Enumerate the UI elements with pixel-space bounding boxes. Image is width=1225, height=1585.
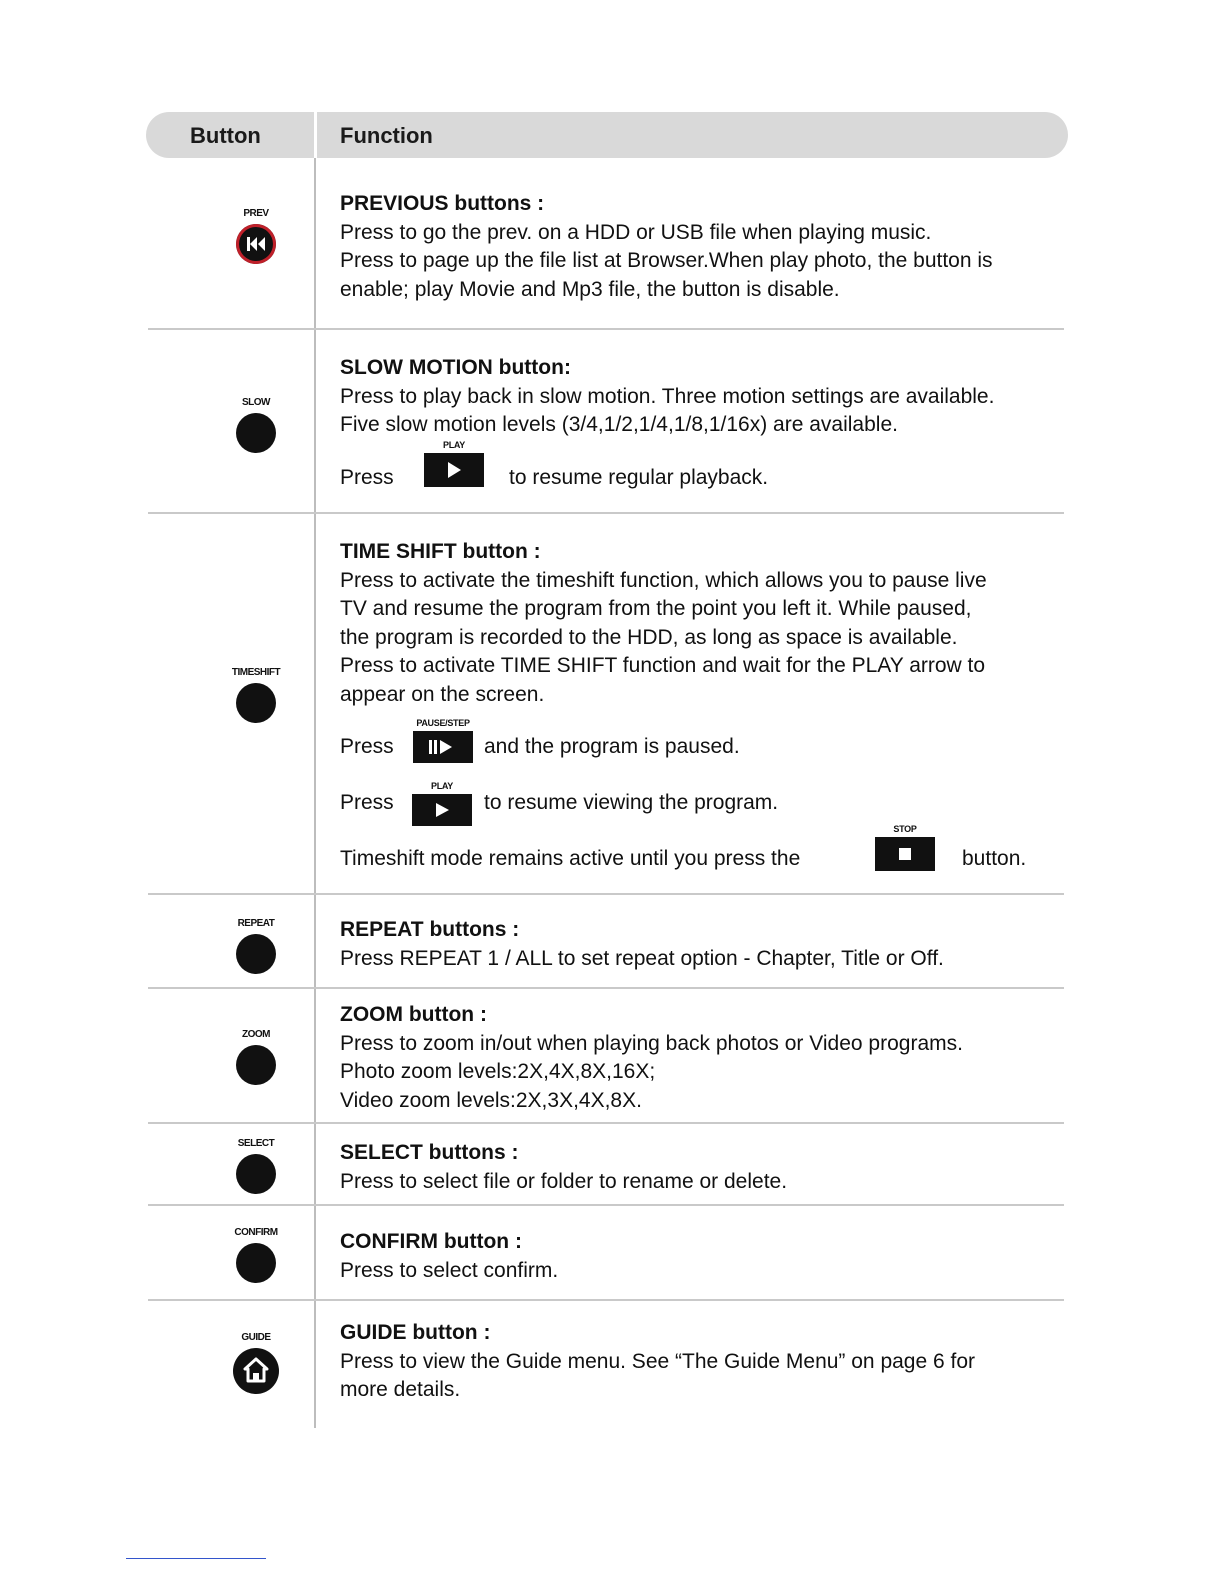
- pause-step-key-label: PAUSE/STEP: [416, 718, 470, 728]
- table-header: [146, 112, 1068, 158]
- select-button-icon: [236, 1154, 276, 1194]
- play-key-label: PLAY: [443, 440, 465, 450]
- repeat-description: [340, 916, 1070, 973]
- play-key: [423, 440, 485, 487]
- slow-press-text: Press: [340, 466, 394, 489]
- zoom-remote-button: [211, 1029, 301, 1085]
- timeshift-description: [340, 538, 1070, 709]
- zoom-line: Press to zoom in/out when playing back photos or Video programs.: [340, 1031, 963, 1055]
- timeshift-label: TIMESHIFT: [231, 667, 281, 678]
- confirm-title: CONFIRM button :: [340, 1230, 522, 1253]
- repeat-line: Press REPEAT 1 / ALL to set repeat option - Chapter, Title or Off.: [340, 946, 944, 970]
- repeat-button-icon: [236, 934, 276, 974]
- slow-line: Five slow motion levels (3/4,1/2,1/4,1/8,1/16x) are available.: [340, 413, 898, 436]
- prev-line: Press to go the prev. on a HDD or USB file when playing music.: [340, 220, 932, 244]
- timeshift-button-text: button.: [962, 847, 1027, 870]
- timeshift-line: appear on the screen.: [340, 682, 545, 706]
- confirm-button-icon: [236, 1243, 276, 1283]
- confirm-line: Press to select confirm.: [340, 1258, 559, 1282]
- play-icon: [424, 453, 484, 487]
- prev-title: PREVIOUS buttons :: [340, 192, 545, 215]
- zoom-button-icon: [236, 1045, 276, 1085]
- select-label: SELECT: [237, 1138, 275, 1149]
- confirm-description: [340, 1228, 1070, 1285]
- timeshift-line: Press to activate the timeshift function, which allows you to pause live: [340, 568, 987, 592]
- row-divider: [148, 1299, 1064, 1301]
- slow-button-icon: [236, 413, 276, 453]
- zoom-description: [340, 1001, 1070, 1115]
- pause-step-key: [404, 718, 482, 763]
- timeshift-title: TIME SHIFT button :: [340, 540, 541, 563]
- play-key: [411, 781, 473, 826]
- row-divider: [148, 987, 1064, 989]
- confirm-label: CONFIRM: [234, 1227, 278, 1238]
- stop-key-label: STOP: [893, 824, 917, 834]
- slow-line: Press to play back in slow motion. Three motion settings are available.: [340, 384, 995, 408]
- zoom-line: Video zoom levels:2X,3X,4X,8X.: [340, 1088, 642, 1112]
- prev-line: enable; play Movie and Mp3 file, the button is disable.: [340, 277, 840, 301]
- prev-line: Press to page up the file list at Browser.When play photo, the button is: [340, 249, 993, 272]
- zoom-title: ZOOM button :: [340, 1003, 487, 1026]
- prev-description: [340, 190, 1070, 304]
- slow-title: SLOW MOTION button:: [340, 356, 571, 379]
- timeshift-line: the program is recorded to the HDD, as long as space is available.: [340, 625, 958, 649]
- timeshift-press-play-text: Press: [340, 791, 394, 814]
- guide-title: GUIDE button :: [340, 1321, 491, 1344]
- stop-icon: [875, 837, 935, 871]
- slow-remote-button: [211, 397, 301, 453]
- zoom-line: Photo zoom levels:2X,4X,8X,16X;: [340, 1060, 656, 1083]
- row-divider: [148, 512, 1064, 514]
- guide-line: Press to view the Guide menu. See “The Guide Menu” on page 6 for: [340, 1349, 976, 1373]
- row-divider: [148, 893, 1064, 895]
- repeat-remote-button: [211, 918, 301, 974]
- stop-key: [874, 824, 936, 871]
- pause-step-icon: [413, 731, 473, 763]
- row-divider: [148, 1204, 1064, 1206]
- header-divider: [314, 112, 317, 158]
- slow-resume-text: to resume regular playback.: [509, 466, 769, 489]
- prev-remote-button: [211, 208, 301, 264]
- confirm-remote-button: [211, 1227, 301, 1283]
- prev-label: PREV: [243, 208, 269, 219]
- guide-remote-button: [211, 1332, 301, 1394]
- home-icon: [233, 1348, 279, 1394]
- guide-line: more details.: [340, 1378, 461, 1401]
- guide-description: [340, 1319, 1070, 1405]
- timeshift-resume-text: to resume viewing the program.: [484, 791, 779, 814]
- row-divider: [148, 1122, 1064, 1124]
- repeat-label: REPEAT: [237, 918, 275, 929]
- timeshift-paused-text: and the program is paused.: [484, 735, 740, 758]
- header-button-label: Button: [190, 123, 261, 148]
- repeat-title: REPEAT buttons :: [340, 918, 520, 941]
- header-function-label: Function: [340, 123, 433, 148]
- select-title: SELECT buttons :: [340, 1141, 519, 1164]
- slow-description: [340, 354, 1070, 440]
- timeshift-line: TV and resume the program from the point you left it. While paused,: [340, 597, 972, 620]
- play-key-label: PLAY: [431, 781, 453, 791]
- zoom-label: ZOOM: [242, 1029, 270, 1040]
- timeshift-press-pause-text: Press: [340, 735, 394, 758]
- column-divider: [314, 158, 316, 1428]
- timeshift-remote-button: [211, 667, 301, 723]
- play-icon: [412, 794, 472, 826]
- row-divider: [148, 328, 1064, 330]
- bottom-rule: [126, 1558, 266, 1559]
- select-remote-button: [211, 1138, 301, 1194]
- slow-label: SLOW: [242, 397, 270, 408]
- timeshift-line: Press to activate TIME SHIFT function and wait for the PLAY arrow to: [340, 654, 986, 677]
- skip-previous-icon: [236, 224, 276, 264]
- select-description: [340, 1139, 1070, 1196]
- select-line: Press to select file or folder to rename or delete.: [340, 1169, 788, 1193]
- timeshift-stop-text: Timeshift mode remains active until you press the: [340, 847, 801, 870]
- timeshift-button-icon: [236, 683, 276, 723]
- guide-label: GUIDE: [241, 1332, 271, 1343]
